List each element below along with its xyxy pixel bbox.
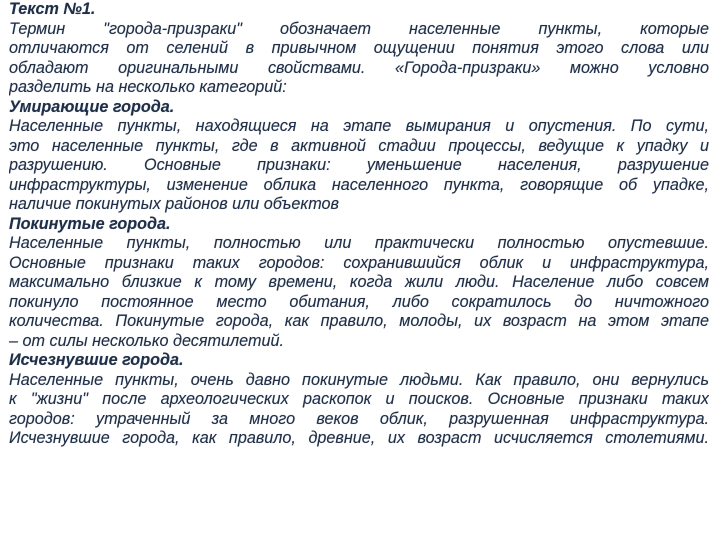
section-line: к "жизни" после археологических раскопок и поисков. Основные признаки таких: [9, 390, 709, 408]
section-abandoned-cities: [9, 215, 709, 352]
section-line: городов: утраченный за много веков облик, разрушенная инфраструктура.: [9, 409, 709, 428]
intro-line: отличаются от селений в привычном ощущении понятия этого слова или: [9, 39, 709, 57]
section-line: это населенные пункты, где в активной стадии процессы, ведущие к упадку и: [9, 136, 709, 155]
section-line: максимально близкие к тому времени, когда жили люди. Население либо совсем: [9, 273, 709, 291]
document-title: Текст №1.: [9, 0, 96, 18]
section-heading: Покинутые города.: [9, 214, 171, 233]
section-line: наличие покинутых районов или объектов: [9, 195, 339, 213]
section-line: Населенные пункты, полностью или практически полностью опустевшие.: [9, 234, 709, 252]
intro-line: обладают оригинальными свойствами. «Города-призраки» можно условно: [9, 58, 709, 77]
section-line: Основные признаки таких городов: сохранившийся облик и инфраструктура,: [9, 253, 709, 272]
intro-line: разделить на несколько категорий:: [9, 78, 287, 96]
intro-paragraph: [9, 20, 709, 98]
section-line: инфраструктуры, изменение облика населенного пункта, говорящие об упадке,: [9, 175, 709, 194]
section-line: Населенные пункты, очень давно покинутые людьми. Как правило, они вернулись: [9, 370, 709, 389]
section-line: количества. Покинутые города, как правило, молоды, их возраст на этом этапе: [9, 312, 709, 330]
document-page: [9, 0, 709, 540]
section-vanished-cities: [9, 351, 709, 449]
section-heading: Умирающие города.: [9, 97, 175, 116]
section-heading: Исчезнувшие города.: [9, 351, 184, 369]
section-line: Населенные пункты, находящиеся на этапе вымирания и опустения. По сути,: [9, 117, 709, 135]
intro-line: Термин "города-призраки" обозначает населенные пункты, которые: [9, 19, 709, 38]
section-dying-cities: [9, 98, 709, 215]
section-line: Исчезнувшие города, как правило, древние, их возраст исчисляется столетиями.: [9, 429, 709, 447]
section-line: покинуло постоянное место обитания, либо сократилось до ничтожного: [9, 292, 709, 311]
section-line: разрушению. Основные признаки: уменьшение населения, разрушение: [9, 156, 709, 174]
section-line: – от силы несколько десятилетий.: [9, 331, 284, 350]
